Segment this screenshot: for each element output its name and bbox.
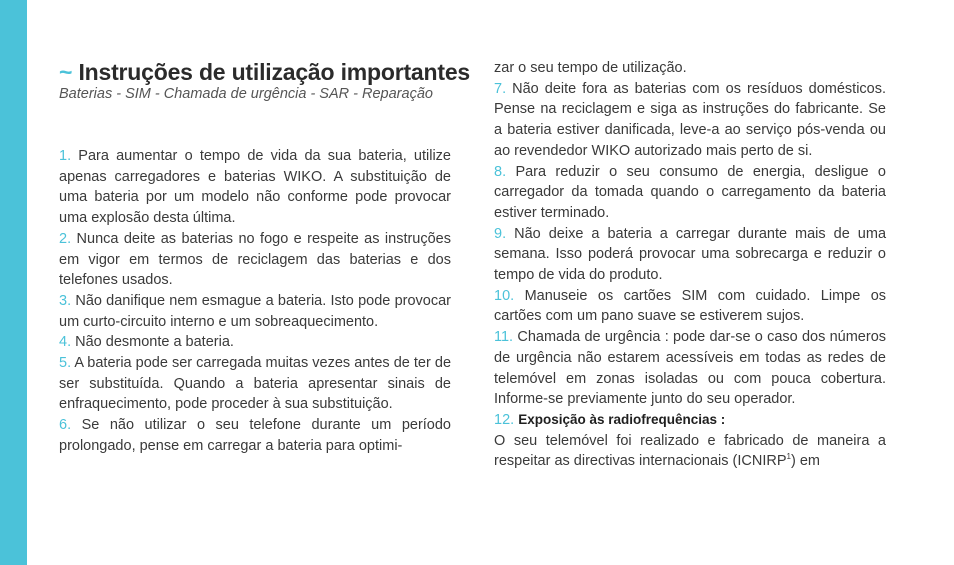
item-text: Manuseie os cartões SIM com cuidado. Limpe os cartões com um pano suave se estiverem sujos. (494, 287, 887, 325)
item-number: 6. (59, 417, 72, 434)
instruction-item-2 (59, 229, 451, 291)
item-text: Para reduzir o seu consumo de energia, desligue o carregador da tomada quando o carregamento da bateria estiver terminado. (494, 163, 886, 221)
section-12-heading (494, 410, 886, 431)
item-text: Chamada de urgência : pode dar-se o caso dos números de urgência não estarem acessíveis em todas as redes de telemóvel em zonas isoladas ou com pouca cobertura. Informe-se previamente junto do seu operador. (494, 329, 887, 408)
instruction-item-10 (494, 286, 886, 327)
item-text: Para aumentar o tempo de vida da sua bateria, utilize apenas carregadores e baterias WIKO. A substituição de uma bateria por um modelo não conforme pode provocar uma explosão desta última. (59, 148, 451, 227)
item-6-continuation: zar o seu tempo de utilização. (494, 60, 687, 76)
item-text: Nunca deite as baterias no fogo e respeite as instruções em vigor em termos de reciclagem das baterias e dos telefones usados. (59, 230, 452, 289)
instruction-item-1 (59, 146, 451, 229)
item-number: 8. (494, 163, 507, 180)
page-subtitle: Baterias - SIM - Chamada de urgência - SAR - Reparação (59, 86, 433, 102)
item-text: Não deixe a bateria a carregar durante mais de uma semana. Isso poderá provocar uma sobrecarga e reduzir o tempo de vida do produto. (494, 225, 887, 284)
title-text: Instruções de utilização importantes (78, 59, 470, 85)
item-number: 9. (494, 225, 507, 242)
instruction-item-8 (494, 162, 886, 224)
item-number: 4. (59, 334, 72, 351)
item-number: 3. (59, 292, 72, 309)
title-tilde: ~ (59, 59, 73, 85)
instruction-item-3 (59, 291, 451, 332)
item-number: 1. (59, 148, 72, 164)
instruction-item-6 (59, 415, 451, 456)
item-text: Não deite fora as baterias com os resíduos domésticos. Pense na reciclagem e siga as instruções do fabricante. Se a bateria estiver danificada, leve-a ao serviço pós-venda ou ao revendedor WIKO autorizado mais perto de si. (494, 80, 887, 159)
item-number: 12. (494, 411, 515, 428)
left-instructions (59, 146, 451, 457)
instruction-item-5 (59, 353, 451, 415)
item-number: 7. (494, 80, 507, 97)
instruction-item-4 (59, 332, 451, 353)
instruction-item-9 (494, 224, 886, 286)
instruction-item-7 (494, 79, 886, 162)
item-number: 5. (59, 355, 72, 372)
item-text: A bateria pode ser carregada muitas vezes antes de ter de ser substituída. Quando a bateria apresentar sinais de enfraquecimento, pode proceder à sua substituição. (59, 355, 452, 413)
item-number: 11. (494, 329, 514, 346)
heading-text: Exposição às radiofrequências : (518, 411, 726, 427)
section-12-text (494, 431, 886, 472)
footnote-ref: 1 (786, 452, 791, 462)
item-text: Não desmonte a bateria. (75, 334, 234, 351)
page-title (59, 58, 470, 86)
instruction-item-11 (494, 327, 886, 410)
item-number: 2. (59, 230, 72, 247)
item-text: Não danifique nem esmague a bateria. Isto pode provocar um curto-circuito interno e um sobreaquecimento. (59, 292, 452, 330)
item-text: Se não utilizar o seu telefone durante um período prolongado, pense em carregar a bateria para optimi- (59, 417, 451, 454)
item-number: 10. (494, 287, 515, 304)
right-instructions (494, 58, 886, 472)
accent-sidebar (0, 0, 27, 565)
section-text: O seu telemóvel foi realizado e fabricado de maneira a respeitar as directivas internacionais (ICNIRP (494, 432, 886, 470)
section-tail: ) em (790, 453, 820, 470)
